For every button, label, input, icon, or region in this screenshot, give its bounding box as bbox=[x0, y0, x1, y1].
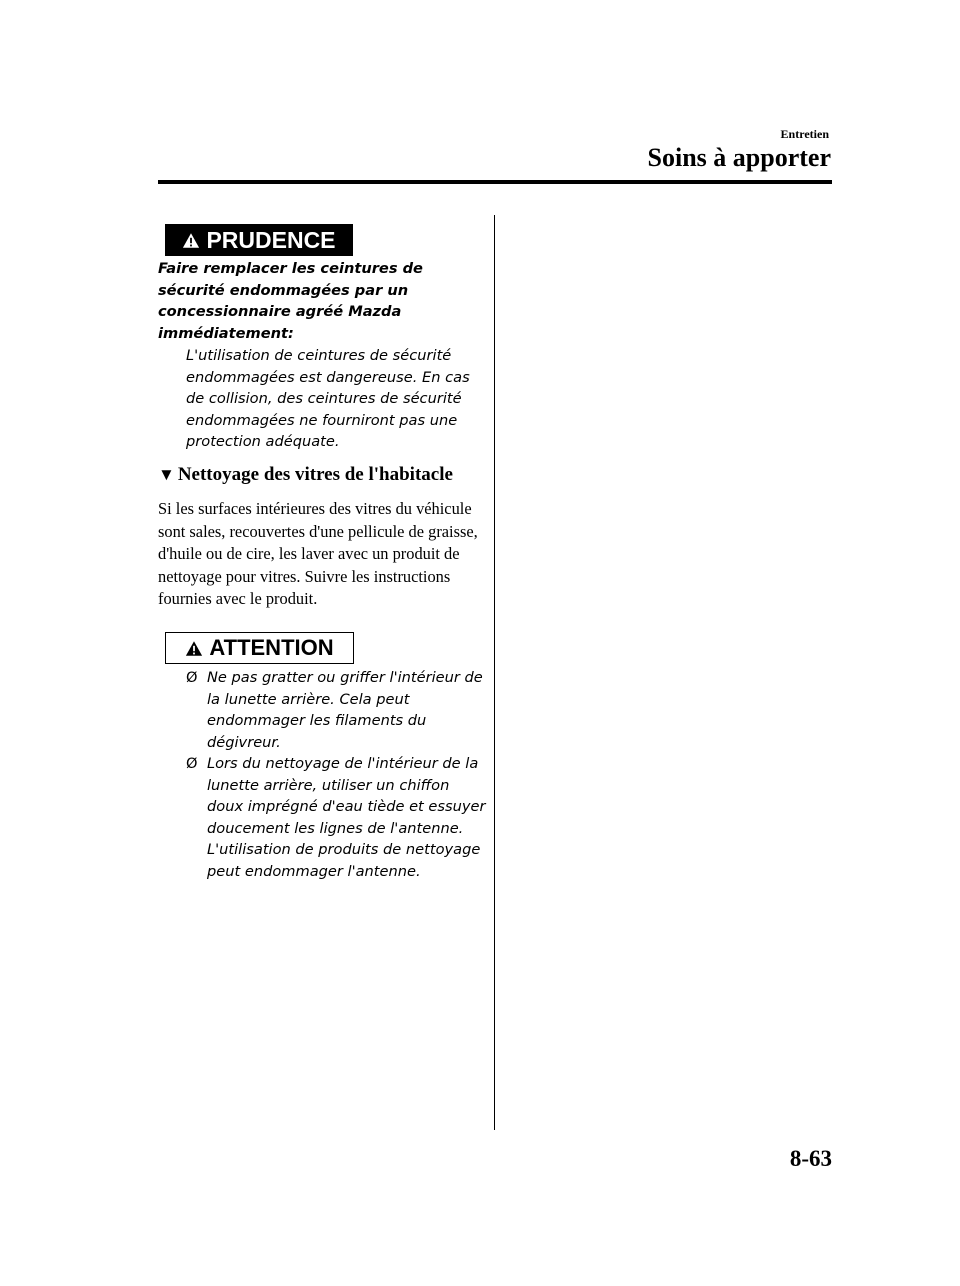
bullet-arrow-icon: Ø bbox=[186, 755, 198, 772]
section-body: Si les surfaces intérieures des vitres du véhicule sont sales, recouvertes d'une pellicule de graisse, d'huile ou de cire, les laver avec un produit de nettoyage pour vitres. Suivre les instructions fournies avec le produit. bbox=[158, 499, 478, 609]
section-heading bbox=[158, 464, 453, 486]
header-section: Entretien bbox=[780, 127, 829, 141]
prudence-lead: Faire remplacer les ceintures de sécurité endommagées par un concessionnaire agréé Mazda immédiatement: bbox=[158, 260, 423, 342]
page-title: Soins à apporter bbox=[647, 143, 831, 172]
attention-label bbox=[165, 632, 354, 664]
prudence-label-text: PRUDENCE bbox=[206, 226, 336, 253]
header-rule bbox=[158, 180, 832, 184]
page-number: 8-63 bbox=[789, 1146, 832, 1171]
list-item-text: Lors du nettoyage de l'intérieur de la lunette arrière, utiliser un chiffon doux imprégné d'eau tiède et essuyer doucement les lignes de l'antenne. bbox=[207, 755, 486, 837]
attention-label-text: ATTENTION bbox=[209, 635, 334, 660]
list-item bbox=[186, 667, 486, 753]
list-item bbox=[186, 753, 486, 882]
prudence-body: L'utilisation de ceintures de sécurité endommagées est dangereuse. En cas de collision, des ceintures de sécurité endommagées ne fourniront pas une protection adéquate. bbox=[186, 347, 470, 450]
bullet-arrow-icon: Ø bbox=[186, 669, 198, 686]
warning-triangle-icon bbox=[185, 640, 203, 657]
warning-triangle-icon bbox=[182, 232, 200, 249]
section-heading-text: Nettoyage des vitres de l'habitacle bbox=[177, 464, 453, 485]
prudence-label bbox=[165, 224, 353, 256]
list-item-note: L'utilisation de produits de nettoyage peut endommager l'antenne. bbox=[207, 841, 481, 880]
section-marker-icon: ▼ bbox=[158, 465, 175, 484]
attention-list bbox=[186, 667, 486, 882]
list-item-text: Ne pas gratter ou griffer l'intérieur de la lunette arrière. Cela peut endommager les filaments du dégivreur. bbox=[207, 669, 483, 751]
column-divider bbox=[494, 215, 495, 1130]
